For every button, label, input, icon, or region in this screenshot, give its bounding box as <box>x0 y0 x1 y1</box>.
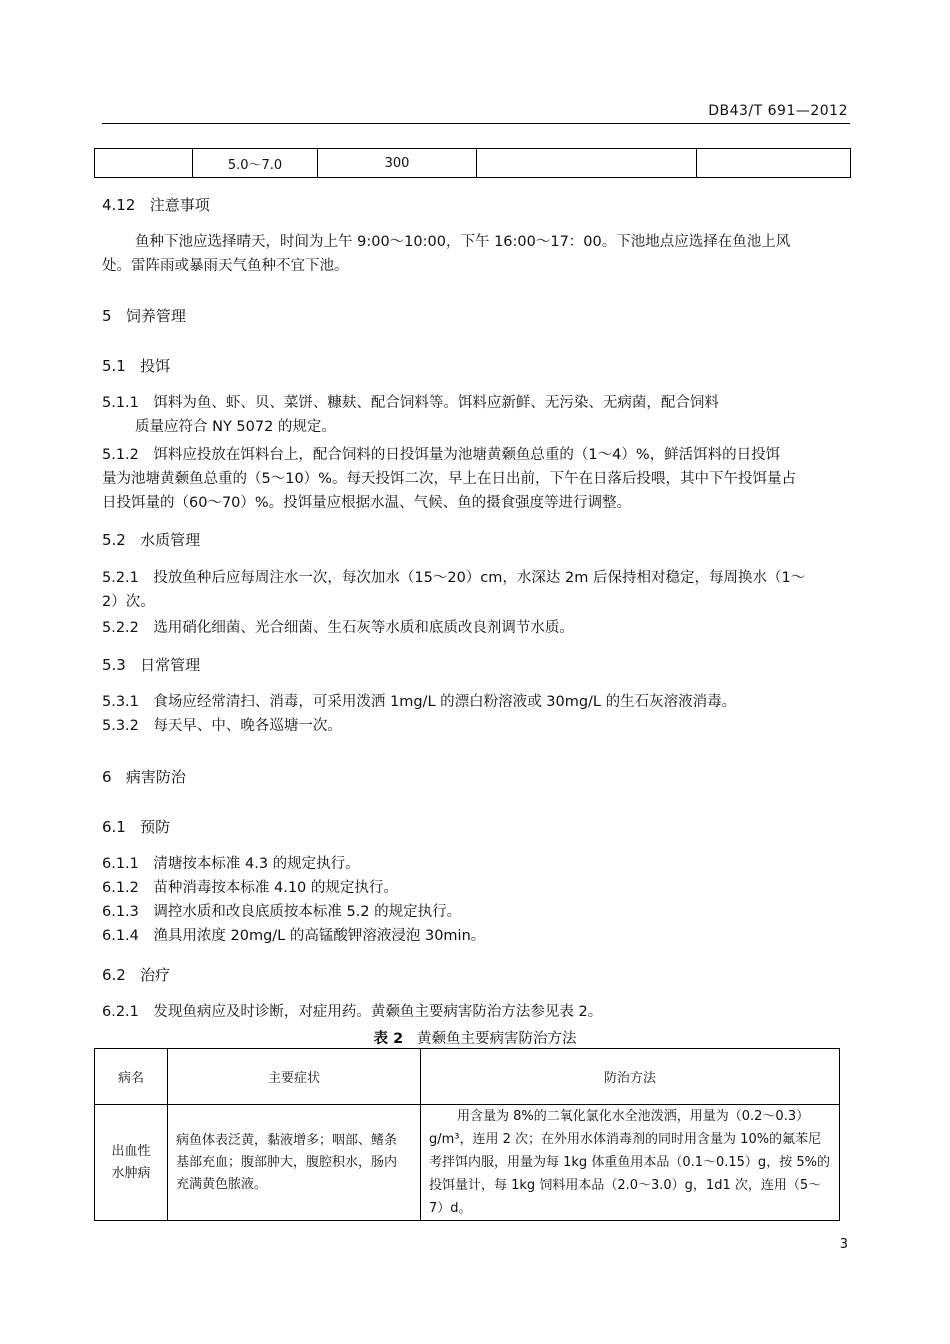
table-cell <box>477 149 697 178</box>
table-caption-title: 黄颡鱼主要病害防治方法 <box>416 1031 577 1047</box>
column-header-symptoms: 主要症状 <box>168 1049 421 1105</box>
column-header-treatment: 防治方法 <box>421 1049 840 1105</box>
symptoms-cell <box>168 1105 421 1221</box>
section-title: 饲养管理 <box>125 307 186 325</box>
paragraph-5-1-1-line-2: 质量应符合 NY 5072 的规定。 <box>135 419 336 435</box>
table-row <box>95 1105 840 1221</box>
section-heading-5-1 <box>102 355 170 376</box>
table-row <box>95 149 851 178</box>
section-heading-6-2 <box>102 964 170 985</box>
paragraph-6-1-4: 6.1.4 渔具用浓度 20mg/L 的高锰酸钾溶液浸泡 30min。 <box>102 928 486 944</box>
table-cell <box>697 149 851 178</box>
disease-name-line: 水肿病 <box>111 1165 151 1181</box>
section-heading-5-3 <box>102 654 200 675</box>
page-number: 3 <box>839 1237 848 1252</box>
paragraph-6-2-1: 6.2.1 发现鱼病应及时诊断，对症用药。黄颡鱼主要病害防治方法参见表 2。 <box>102 1004 603 1020</box>
section-title: 预防 <box>140 818 171 836</box>
table-header-row <box>95 1049 840 1105</box>
section-number: 5.3 <box>102 656 126 674</box>
treatment-line: 投饵量计，每 1kg 饲料用本品（2.0～3.0）g，1d1 次，连用（5～7）d。 <box>429 1178 822 1216</box>
section-heading-6-1 <box>102 816 170 837</box>
paragraph-4-12-line-2: 处。雷阵雨或暴雨天气鱼种不宜下池。 <box>102 258 349 274</box>
paragraph-5-3-1: 5.3.1 食场应经常清扫、消毒，可采用泼洒 1mg/L 的漂白粉溶液或 30mg/L 的生石灰溶液消毒。 <box>102 694 737 710</box>
paragraph-6-1-2: 6.1.2 苗种消毒按本标准 4.10 的规定执行。 <box>102 880 398 896</box>
treatment-cell <box>421 1105 840 1221</box>
table-cell: 5.0～7.0 <box>193 149 318 178</box>
section-number: 5 <box>102 307 112 325</box>
paragraph-5-2-1-line-1: 5.2.1 投放鱼种后应每周注水一次，每次加水（15～20）cm，水深达 2m 后保持相对稳定，每周换水（1～ <box>102 570 806 586</box>
section-number: 6.2 <box>102 966 126 984</box>
section-number: 5.1 <box>102 357 126 375</box>
section-title: 水质管理 <box>140 531 201 549</box>
paragraph-5-1-2-line-1: 5.1.2 饵料应投放在饵料台上，配合饲料的日投饵量为池塘黄颡鱼总重的（1～4）%，鲜活饵料的日投饵 <box>102 447 781 463</box>
table-caption-label: 表 2 <box>373 1031 404 1047</box>
paragraph-5-1-1-line-1: 5.1.1 饵料为鱼、虾、贝、菜饼、糠麸、配合饲料等。饵料应新鲜、无污染、无病菌，配合饲料 <box>102 395 719 411</box>
section-number: 6 <box>102 768 112 786</box>
section-heading-6 <box>102 766 186 787</box>
disease-name-line: 出血性 <box>111 1143 151 1159</box>
document-code: DB43/T 691—2012 <box>708 103 848 119</box>
paragraph-5-2-1-line-2: 2）次。 <box>102 594 155 610</box>
paragraph-5-3-2: 5.3.2 每天早、中、晚各巡塘一次。 <box>102 718 342 734</box>
section-title: 日常管理 <box>140 656 201 674</box>
table-cell <box>95 149 193 178</box>
section-heading-5 <box>102 305 186 326</box>
section-number: 5.2 <box>102 531 126 549</box>
section-title: 投饵 <box>140 357 171 375</box>
symptoms-line: 病鱼体表泛黄，黏液增多；咽部、鳍条 <box>176 1132 398 1148</box>
treatment-line: 考拌饵内服，用量为每 1kg 体重鱼用本品（0.1～0.15）g，按 5%的 <box>429 1155 830 1170</box>
treatment-line: g/m³，连用 2 次；在外用水体消毒剂的同时用含量为 10%的氟苯尼 <box>429 1132 822 1147</box>
treatment-line: 用含量为 8%的二氧化氯化水全池泼洒，用量为（0.2～0.3） <box>457 1109 810 1124</box>
section-number: 4.12 <box>102 196 136 214</box>
paragraph-5-1-2-line-3: 日投饵量的（60～70）%。投饵量应根据水温、气候、鱼的摄食强度等进行调整。 <box>102 495 632 511</box>
disease-name-cell <box>95 1105 168 1221</box>
paragraph-5-2-2: 5.2.2 选用硝化细菌、光合细菌、生石灰等水质和底质改良剂调节水质。 <box>102 620 574 636</box>
section-number: 6.1 <box>102 818 126 836</box>
symptoms-line: 充满黄色脓液。 <box>176 1176 268 1192</box>
table-1-continuation <box>94 148 851 178</box>
table-2-disease-treatment <box>94 1048 840 1221</box>
symptoms-line: 基部充血；腹部肿大，腹腔积水，肠内 <box>176 1154 398 1170</box>
header-rule <box>102 123 850 124</box>
paragraph-6-1-3: 6.1.3 调控水质和改良底质按本标准 5.2 的规定执行。 <box>102 904 462 920</box>
paragraph-5-1-2-line-2: 量为池塘黄颡鱼总重的（5～10）%。每天投饵二次，早上在日出前，下午在日落后投喂，其中下午投饵量占 <box>102 471 796 487</box>
section-title: 病害防治 <box>125 768 186 786</box>
section-title: 注意事项 <box>149 196 210 214</box>
section-heading-5-2 <box>102 529 200 550</box>
paragraph-4-12-line-1: 鱼种下池应选择晴天，时间为上午 9:00～10:00，下午 16:00～17：00。下池地点应选择在鱼池上风 <box>135 234 791 250</box>
section-title: 治疗 <box>140 966 171 984</box>
table-cell: 300 <box>318 149 477 178</box>
section-heading-4-12 <box>102 194 210 215</box>
paragraph-6-1-1: 6.1.1 清塘按本标准 4.3 的规定执行。 <box>102 856 360 872</box>
column-header-name: 病名 <box>95 1049 168 1105</box>
table-2-caption <box>0 1027 950 1048</box>
